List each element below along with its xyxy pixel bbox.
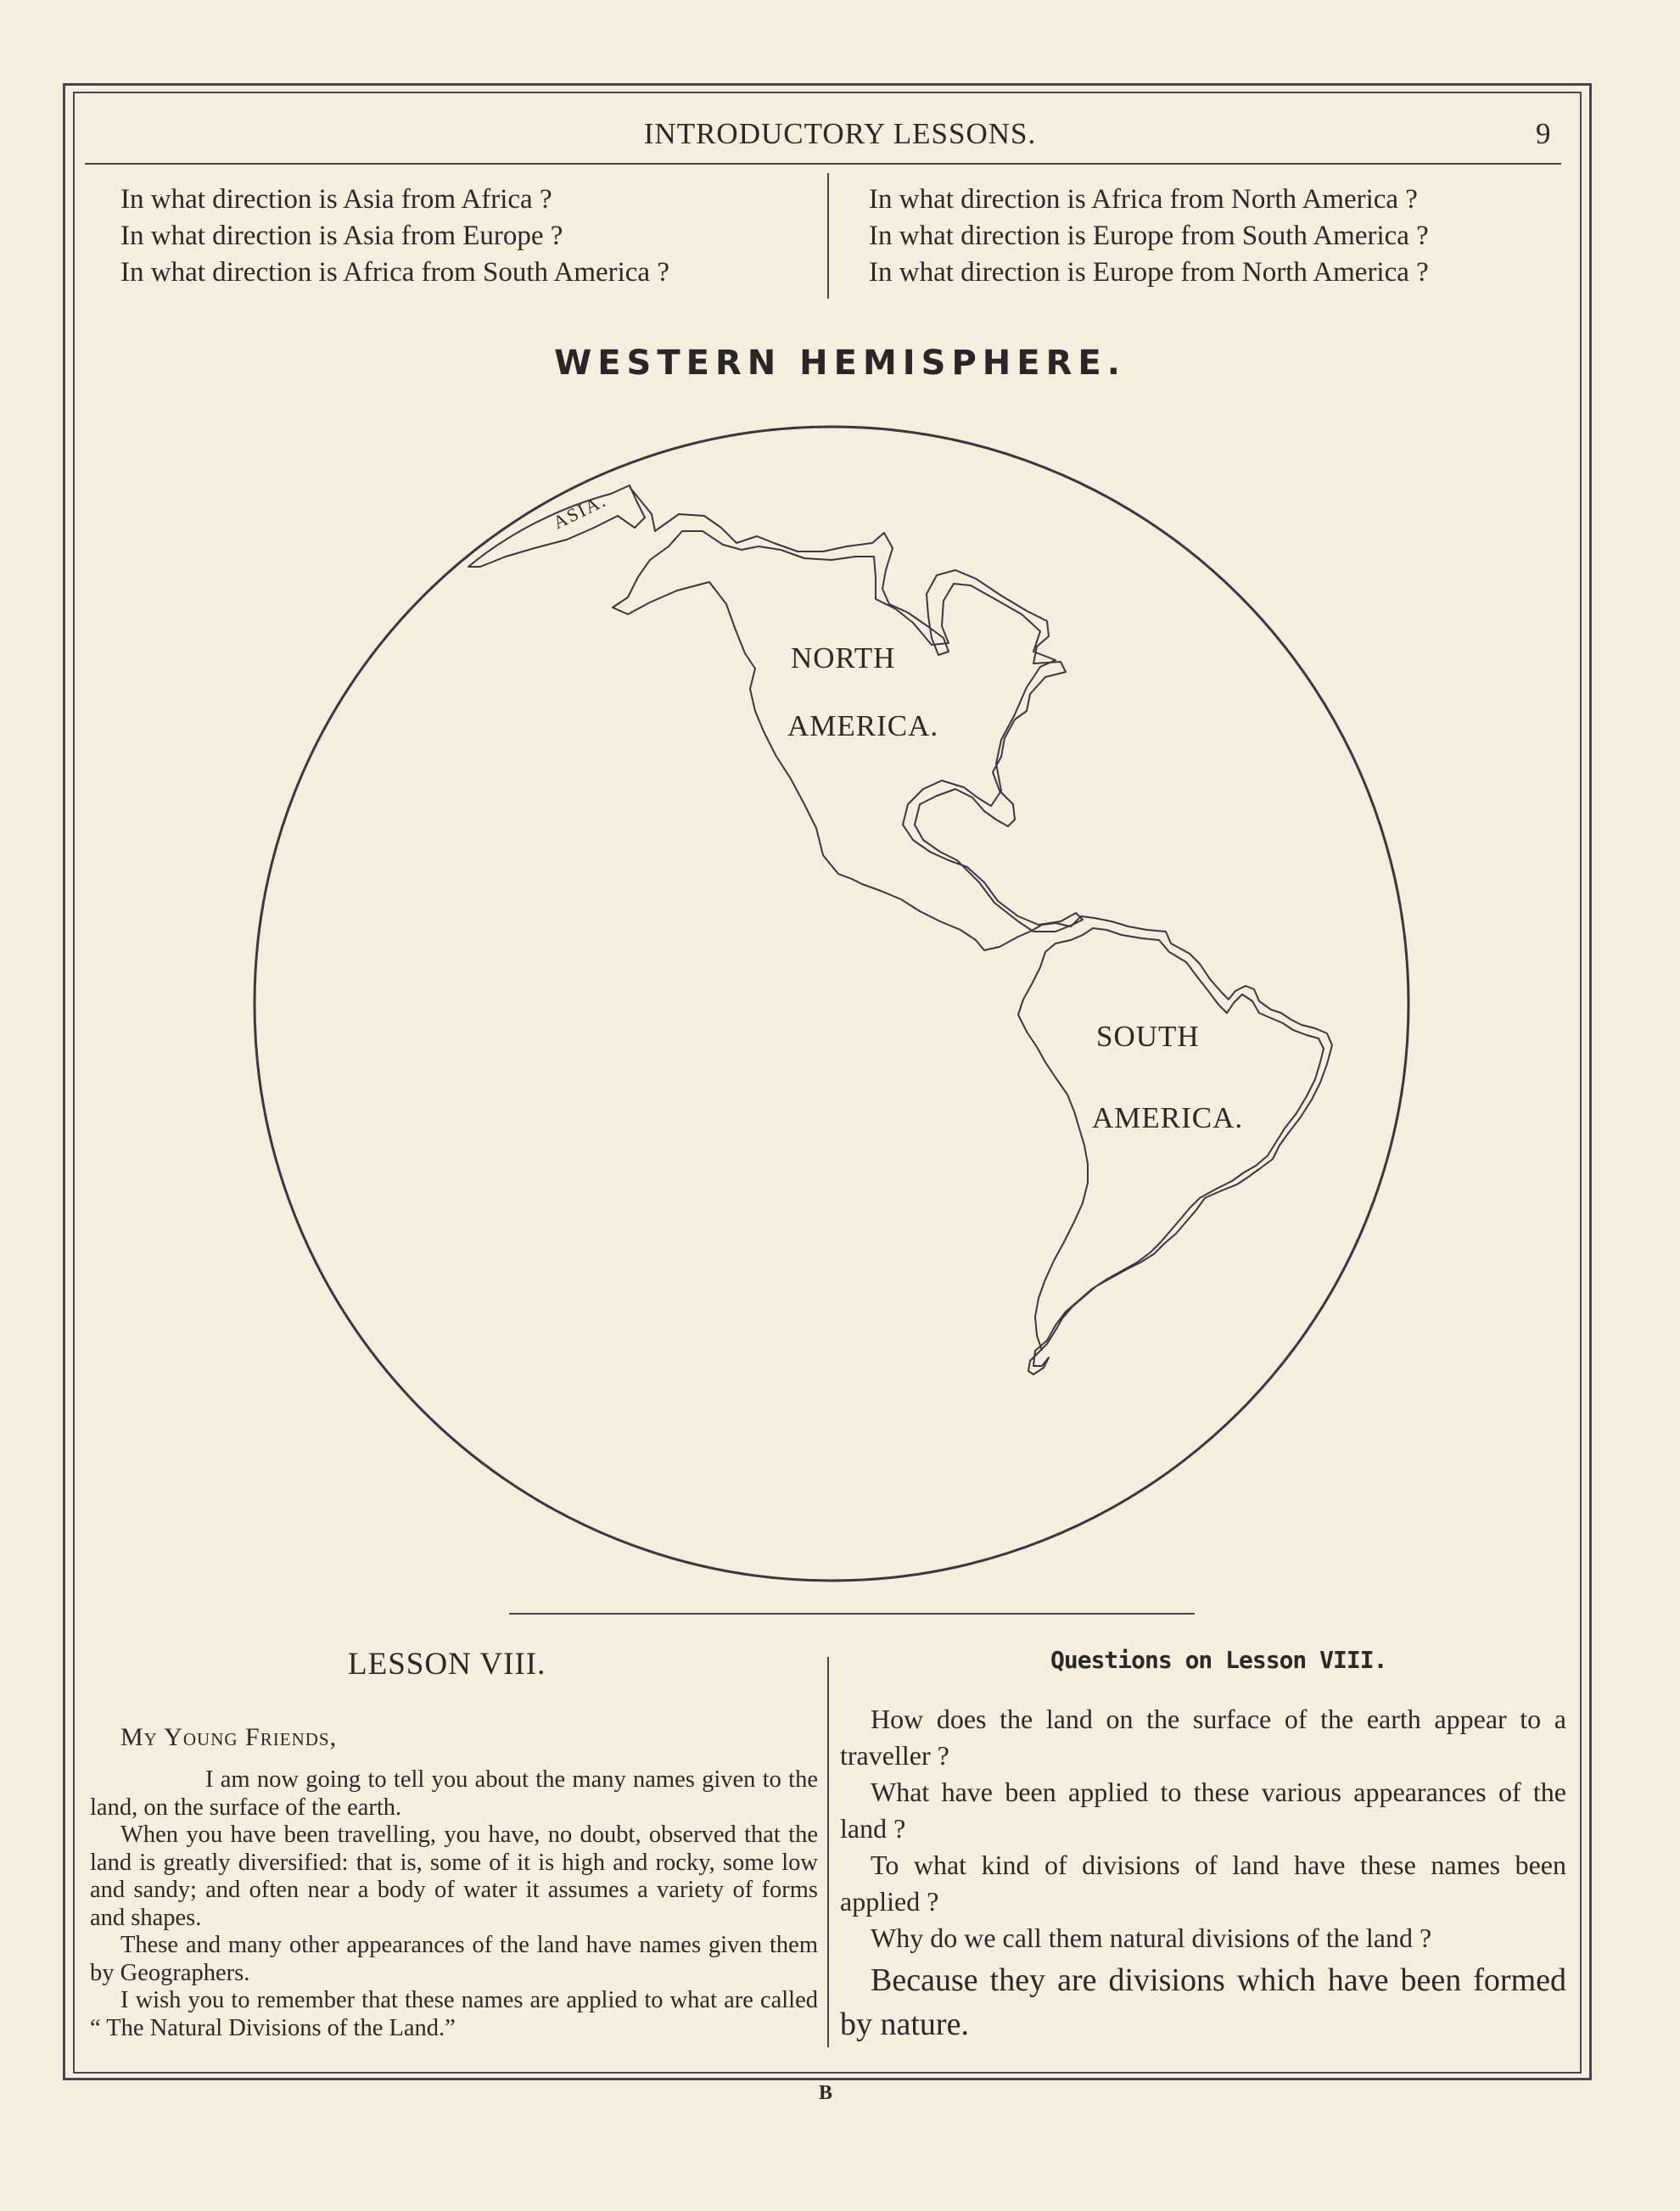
label-asia: ASIA. — [549, 489, 610, 534]
lesson-paragraph: I wish you to remember that these names are applied to what are called “ The Natural Divisions of the Land.” — [90, 1987, 818, 2041]
direction-question: In what direction is Africa from North America ? — [869, 184, 1418, 215]
south-america-outline — [1018, 916, 1332, 1374]
label-north-america: AMERICA. — [787, 709, 939, 742]
lesson-paragraph: These and many other appearances of the land have names given them by Geographers. — [90, 1932, 818, 1986]
column-divider — [827, 1657, 829, 2047]
questions-title: Questions on Lesson VIII. — [1050, 1646, 1387, 1674]
direction-question: In what direction is Europe from North America ? — [869, 257, 1429, 288]
lesson-questions — [840, 1701, 1566, 2046]
map-title: WESTERN HEMISPHERE. — [554, 344, 1126, 383]
salutation: My Young Friends, — [120, 1723, 338, 1751]
lesson-question: To what kind of divisions of land have these names been applied ? — [840, 1850, 1566, 1917]
hemisphere-circle — [255, 427, 1408, 1581]
label-south-america: AMERICA. — [1092, 1101, 1244, 1134]
direction-question: In what direction is Europe from South America ? — [869, 221, 1429, 251]
label-south: SOUTH — [1096, 1020, 1200, 1053]
direction-question: In what direction is Asia from Africa ? — [120, 184, 552, 215]
lesson-answer: Because they are divisions which have been formed by nature. — [840, 1962, 1566, 2042]
running-title: INTRODUCTORY LESSONS. — [643, 117, 1037, 150]
lesson-question: What have been applied to these various appearances of the land ? — [840, 1777, 1566, 1844]
lesson-paragraph: When you have been travelling, you have, no doubt, observed that the land is greatly diversified: that is, some of it is high and rocky, some low and sandy; and often near a body of water it assumes a variety of forms and shapes. — [90, 1822, 818, 1931]
lesson-paragraph: I am now going to tell you about the many names given to the land, on the surface of the earth. — [90, 1766, 818, 1821]
lesson-question: Why do we call them natural divisions of the land ? — [871, 1923, 1432, 1953]
signature-mark: B — [819, 2082, 833, 2104]
lesson-title: LESSON VIII. — [348, 1647, 546, 1682]
page-number: 9 — [1536, 117, 1551, 150]
lesson-body — [90, 1766, 818, 2042]
direction-question: In what direction is Asia from Europe ? — [120, 221, 563, 251]
section-rule — [509, 1613, 1195, 1615]
continent-outlines — [468, 485, 1332, 1374]
direction-question: In what direction is Africa from South America ? — [120, 257, 669, 288]
label-north: NORTH — [791, 641, 896, 674]
lesson-question: How does the land on the surface of the earth appear to a traveller ? — [840, 1704, 1566, 1771]
